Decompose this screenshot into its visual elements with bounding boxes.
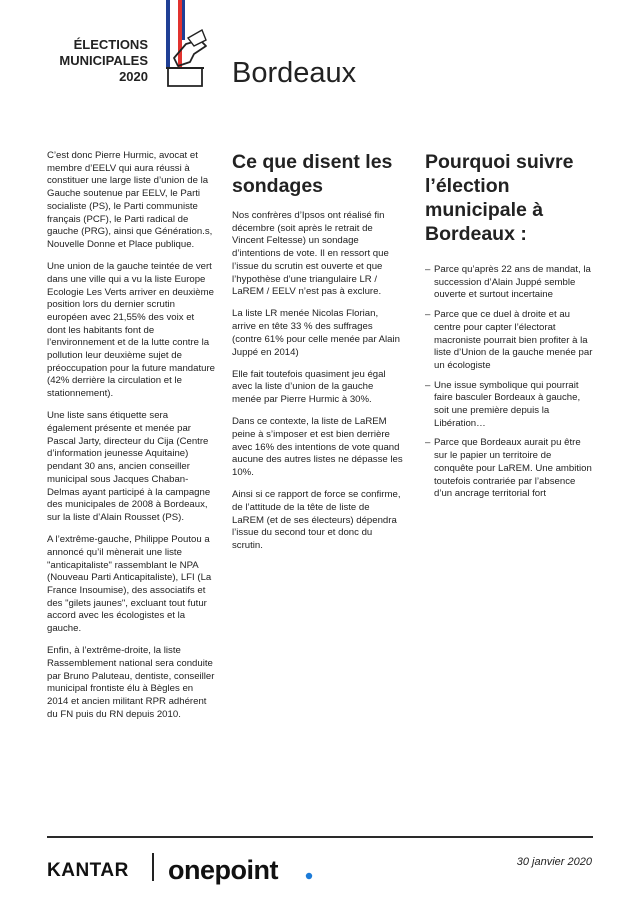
- bullet-list: [425, 264, 593, 501]
- onepoint-logo: [168, 853, 318, 887]
- column-why-follow: [425, 150, 593, 508]
- election-year: 2020: [119, 69, 148, 84]
- bullet-text: Parce qu’après 22 ans de mandat, la succession d’Alain Juppé semble ouverte et surtout incertaine: [434, 264, 591, 301]
- kantar-logo: [47, 859, 139, 879]
- paragraph: Une union de la gauche teintée de vert dans une ville qui a vu la liste Europe Ecologie Les Verts arriver en deuxième position lors du dernier scrutin européen avec 21,55% des voix et dont les habitants font de l’environnement et de la lutte contre la pollution leur deuxième sujet de préoccupation pour la future mandature (42% derrière la circulation et le stationnement).: [47, 261, 215, 400]
- bullet-text: Parce que Bordeaux aurait pu être sur le papier un territoire de conquête pour LaREM. Une ambition toutefois contrariée par l’absence d’un ancrage territorial fort: [434, 437, 592, 500]
- paragraph: C’est donc Pierre Hurmic, avocat et membre d’EELV qui aura réussi à constituer une large liste d’union de la Gauche soutenue par EELV, le Parti socialiste (PS), le Parti communiste français (PCF), le Parti radical de gauche (PRG), ainsi que Génération.s, Nouvelle Donne et Place publique.: [47, 150, 213, 250]
- dash-marker: –: [425, 437, 431, 449]
- dash-marker: –: [425, 264, 431, 275]
- paragraph: Elle fait toutefois quasiment jeu égal avec la liste d’union de la gauche menée par Pierre Hurmic à 30%.: [232, 368, 386, 406]
- paragraph: Nos confrères d’Ipsos ont réalisé fin décembre (soit après le retrait de Vincent Feltesse) un sondage d’intentions de vote. Il en ressort que l’issue du scrutin est ouverte et que l’hypothèse d’une triangulaire LR / LaREM / EELV n’est pas à exclure.: [232, 210, 389, 298]
- flag-stripe-blue: [166, 0, 170, 68]
- ballot-box: [168, 68, 202, 86]
- paragraph: La liste LR menée Nicolas Florian, arrive en tête 33 % des suffrages (contre 61% pour celle menée par Alain Juppé en 2014): [232, 308, 400, 358]
- publication-date: 30 janvier 2020: [516, 856, 592, 868]
- logo-separator: [152, 853, 154, 881]
- flag-stripe-red: [178, 0, 182, 68]
- column-polls: [232, 150, 403, 562]
- bullet-item: [425, 437, 593, 501]
- city-title: Bordeaux: [232, 57, 357, 89]
- column-candidates: [47, 150, 215, 731]
- paragraph: A l’extrême-gauche, Philippe Poutou a annoncé qu’il mènerait une liste "anticapitaliste" rassemblant le NPA (Nouveau Parti Anticapitaliste), LFI (La France Insoumise), des associatifs et des "gilets jaunes", excluant tout futur accord avec les écologistes et la gauche.: [47, 534, 212, 635]
- ballot-flag-icon: [160, 0, 212, 96]
- election-line-2: MUNICIPALES: [59, 53, 148, 68]
- onepoint-dot-icon: [306, 873, 312, 879]
- paragraph: Une liste sans étiquette sera également présente et menée par Pascal Jarty, directeur du Cija (Centre d’information jeunesse Aquitaine) pendant 30 ans, ancien conseiller municipal sous Jacques Chaban-Delmas ayant participé à la campagne des municipales de 2008 à Bordeaux, sur la liste d’Alain Rousset (PS).: [47, 410, 211, 523]
- paragraph: Ainsi si ce rapport de force se confirme, de l’attitude de la tête de liste de LaREM (et de ses électeurs) dépendra l’issue du second tour et donc du scrutin.: [232, 489, 401, 552]
- bullet-text: Parce que ce duel à droite et au centre pour capter l’électorat macroniste pourrait bien profiter à la liste d’Union de la gauche menée par un écologiste: [434, 309, 593, 371]
- dash-marker: –: [425, 309, 431, 321]
- election-line-1: ÉLECTIONS: [73, 37, 148, 52]
- section-heading-polls: Ce que disent les sondages: [232, 151, 393, 197]
- bullet-item: [425, 264, 593, 302]
- footer-divider: [47, 836, 593, 838]
- paragraph: Dans ce contexte, la liste de LaREM peine à s’imposer et est bien derrière avec 16% des intentions de vote quand aucune des autres listes ne dépasse les 10%.: [232, 416, 403, 479]
- dash-marker: –: [425, 379, 431, 391]
- bullet-text: Une issue symbolique qui pourrait faire basculer Bordeaux à gauche, soit une première depuis la Libération…: [434, 379, 581, 429]
- kantar-logo-text: KANTAR: [47, 860, 129, 879]
- onepoint-logo-text: onepoint: [168, 855, 278, 885]
- bullet-item: [425, 309, 593, 373]
- flag-stripe-blue-2: [182, 0, 185, 40]
- election-label: [40, 37, 148, 85]
- bullet-item: [425, 380, 593, 431]
- paragraph: Enfin, à l’extrême-droite, la liste Rassemblement national sera conduite par Bruno Paluteau, dentiste, conseiller municipal frontiste élu à Bègles en 2014 et ancien militant RPR adhérent du FN puis du RN depuis 2010.: [47, 645, 215, 720]
- section-heading-why: Pourquoi suivre l’élection municipale à Bordeaux :: [425, 151, 574, 245]
